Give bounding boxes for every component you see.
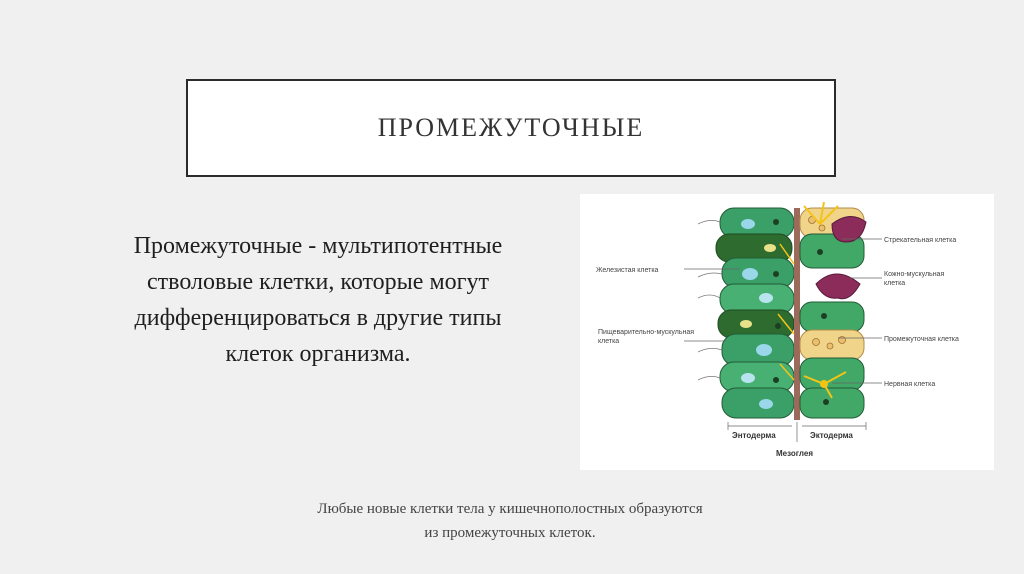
label-intermediate-cell: Промежуточная клетка [884, 336, 959, 343]
caption-line: из промежуточных клеток. [424, 525, 596, 541]
diagram-svg [580, 194, 994, 470]
title-box [186, 79, 836, 177]
label-endoderm: Энтодерма [732, 431, 776, 440]
body-line: стволовые клетки, которые могут [147, 269, 489, 295]
label-glandular-cell: Железистая клетка [596, 267, 659, 274]
label-mesoglea: Мезоглея [776, 449, 814, 458]
label-skin-muscle-cell-1: Кожно-мускульная [884, 271, 945, 278]
hydra-body-wall-diagram [580, 194, 994, 470]
label-skin-muscle-cell-2: клетка [884, 280, 906, 287]
caption-line: Любые новые клетки тела у кишечнополостных образуются [317, 501, 703, 517]
body-line: дифференцироваться в другие типы [134, 305, 502, 331]
label-digestive-cell-1: Пищеварительно-мускульная [598, 329, 695, 336]
mesoglea-layer [794, 208, 800, 420]
body-text [78, 228, 558, 372]
caption [230, 497, 790, 545]
label-nerve-cell: Нервная клетка [884, 381, 936, 388]
endoderm-cells [698, 208, 794, 418]
body-line: Промежуточные - мультипотентные [133, 233, 503, 259]
label-digestive-cell-2: клетка [598, 338, 620, 345]
label-stinging-cell: Стрекательная клетка [884, 237, 957, 244]
slide-title: ПРОМЕЖУТОЧНЫЕ [377, 113, 645, 142]
label-ectoderm: Эктодерма [810, 431, 853, 440]
body-line: клеток организма. [225, 341, 411, 367]
